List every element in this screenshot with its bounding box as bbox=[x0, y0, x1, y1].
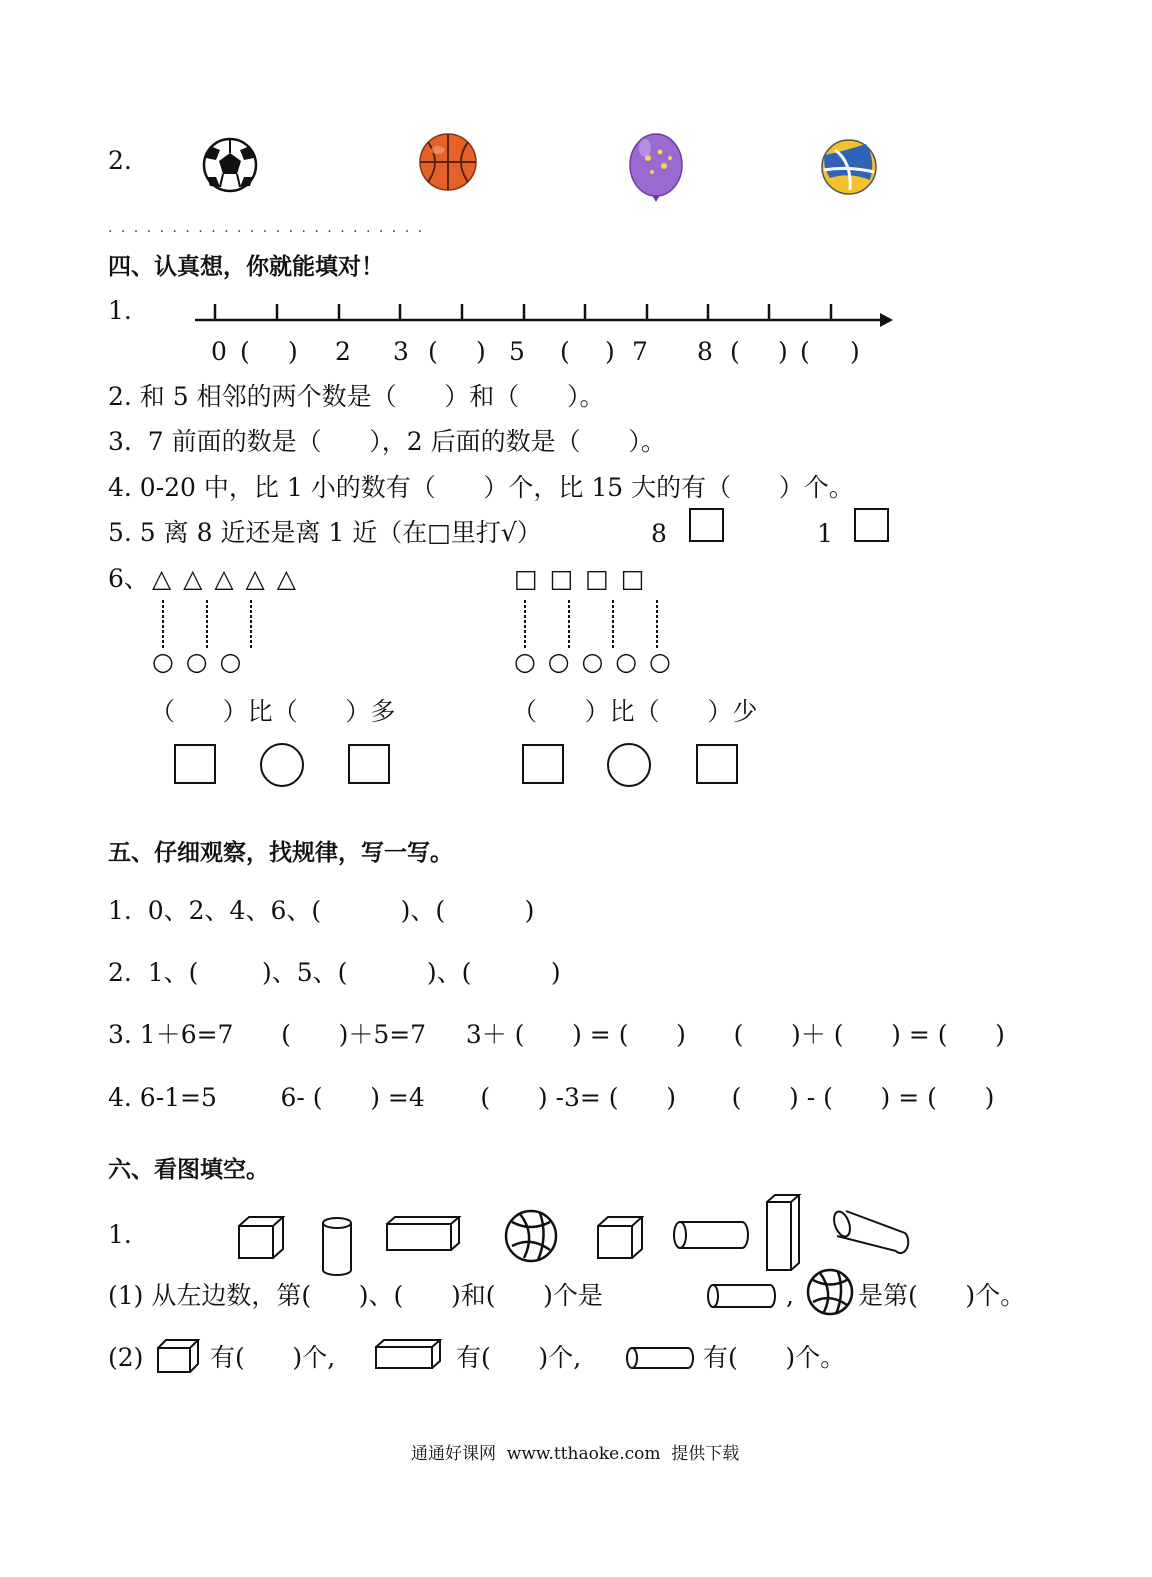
cylinder-horizontal-icon bbox=[674, 1222, 748, 1248]
pattern-question-1: 1. 0、2、4、6、( )、( ) bbox=[108, 896, 535, 925]
blank-open: ( bbox=[428, 337, 438, 366]
tick-label: 0 bbox=[211, 337, 227, 366]
answer-circle-left[interactable] bbox=[261, 744, 303, 786]
question-4: 4. 0-20 中，比 1 小的数有（ ）个，比 15 大的有（ ）个。 bbox=[108, 473, 854, 502]
tick-label: 5 bbox=[509, 337, 525, 366]
sub-question-1-prefix: (1) 从左边数，第( )、( )和( )个是 bbox=[108, 1281, 603, 1310]
volleyball-icon bbox=[822, 140, 876, 194]
triangles-row: △ △ △ △ △ bbox=[152, 564, 298, 593]
compare-left: （ ）比（ ）多 bbox=[150, 697, 396, 726]
cylinder-inline-2-icon bbox=[627, 1348, 693, 1368]
answer-square-right-2[interactable] bbox=[697, 745, 737, 783]
answer-square-left-2[interactable] bbox=[349, 745, 389, 783]
soccer-ball-icon bbox=[204, 139, 256, 191]
connector-lines-left bbox=[163, 600, 251, 648]
question-number: 1. bbox=[108, 1220, 132, 1249]
cuboid-icon bbox=[387, 1217, 459, 1250]
compare-right: （ ）比（ ）少 bbox=[512, 697, 758, 726]
volleyball-outline-icon bbox=[506, 1211, 556, 1261]
circles-row-right: ○ ○ ○ ○ ○ bbox=[514, 647, 673, 676]
question-5: 5. 5 离 8 近还是离 1 近（在□里打√） bbox=[108, 518, 542, 547]
dotted-separator: . . . . . . . . . . . . . . . . . . . . . . . . . bbox=[108, 220, 425, 236]
answer-box-8[interactable] bbox=[690, 509, 723, 541]
circles-row-left: ○ ○ ○ bbox=[152, 647, 244, 676]
blank-close: ) bbox=[850, 337, 860, 366]
pattern-question-2: 2. 1、( )、5、( )、( ) bbox=[108, 958, 561, 987]
blank-open: ( bbox=[800, 337, 810, 366]
question-number: 1. bbox=[108, 296, 132, 325]
section-heading-4: 四、认真想，你就能填对！ bbox=[108, 254, 384, 280]
question-2: 2. 和 5 相邻的两个数是（ ）和（ ）。 bbox=[108, 382, 605, 411]
sub-question-1-comma: , bbox=[786, 1281, 794, 1310]
sub-question-2-c: 有( )个。 bbox=[703, 1343, 846, 1372]
section-heading-5: 五、仔细观察，找规律，写一写。 bbox=[108, 840, 453, 866]
answer-circle-right[interactable] bbox=[608, 744, 650, 786]
cylinder-tilted-icon bbox=[831, 1209, 908, 1253]
tick-label: 8 bbox=[697, 337, 713, 366]
blank-open: ( bbox=[560, 337, 570, 366]
sub-question-2-b: 有( )个, bbox=[456, 1343, 582, 1372]
footer-credit: 通通好课网 www.tthaoke.com 提供下载 bbox=[411, 1444, 740, 1464]
pattern-question-3: 3. 1＋6=7 ( )＋5=7 3＋ ( ) = ( ) ( )＋ ( ) = ( ) bbox=[108, 1020, 1005, 1049]
answer-square-right-1[interactable] bbox=[523, 745, 563, 783]
cube-small-icon bbox=[598, 1217, 642, 1258]
number-line bbox=[195, 304, 893, 327]
question-number: 2. bbox=[108, 146, 132, 175]
sub-question-2-a: 有( )个, bbox=[210, 1343, 336, 1372]
pattern-question-4: 4. 6-1=5 6- ( ) =4 ( ) -3= ( ) ( ) - ( ) = ( ) bbox=[108, 1083, 995, 1112]
basketball-icon bbox=[420, 134, 476, 190]
section-heading-6: 六、看图填空。 bbox=[108, 1157, 269, 1183]
answer-box-1[interactable] bbox=[855, 509, 888, 541]
cube-inline-icon bbox=[158, 1340, 198, 1372]
connector-lines-right bbox=[525, 600, 657, 648]
blank-open: ( bbox=[730, 337, 740, 366]
tall-cuboid-icon bbox=[767, 1195, 799, 1270]
option-label-1: 1 bbox=[817, 519, 833, 548]
volleyball-inline-icon bbox=[808, 1270, 852, 1314]
blank-close: ) bbox=[476, 337, 486, 366]
blank-close: ) bbox=[605, 337, 615, 366]
blank-close: ) bbox=[288, 337, 298, 366]
option-label-8: 8 bbox=[651, 519, 667, 548]
squares-row: □ □ □ □ bbox=[514, 564, 647, 593]
question-number-6: 6、 bbox=[108, 564, 149, 593]
blank-open: ( bbox=[240, 337, 250, 366]
cuboid-inline-icon bbox=[376, 1340, 440, 1368]
tick-label: 3 bbox=[393, 337, 409, 366]
tick-label: 2 bbox=[335, 337, 351, 366]
question-3: 3. 7 前面的数是（ ），2 后面的数是（ ）。 bbox=[108, 427, 666, 456]
cube-icon bbox=[239, 1217, 283, 1258]
tick-label: 7 bbox=[632, 337, 648, 366]
answer-square-left-1[interactable] bbox=[175, 745, 215, 783]
sub-question-2-prefix: (2) bbox=[108, 1343, 144, 1372]
cylinder-inline-icon bbox=[708, 1285, 775, 1307]
sub-question-1-suffix: 是第( )个。 bbox=[858, 1281, 1026, 1310]
cylinder-upright-icon bbox=[323, 1218, 351, 1275]
balloon-icon bbox=[630, 134, 682, 202]
blank-close: ) bbox=[778, 337, 788, 366]
